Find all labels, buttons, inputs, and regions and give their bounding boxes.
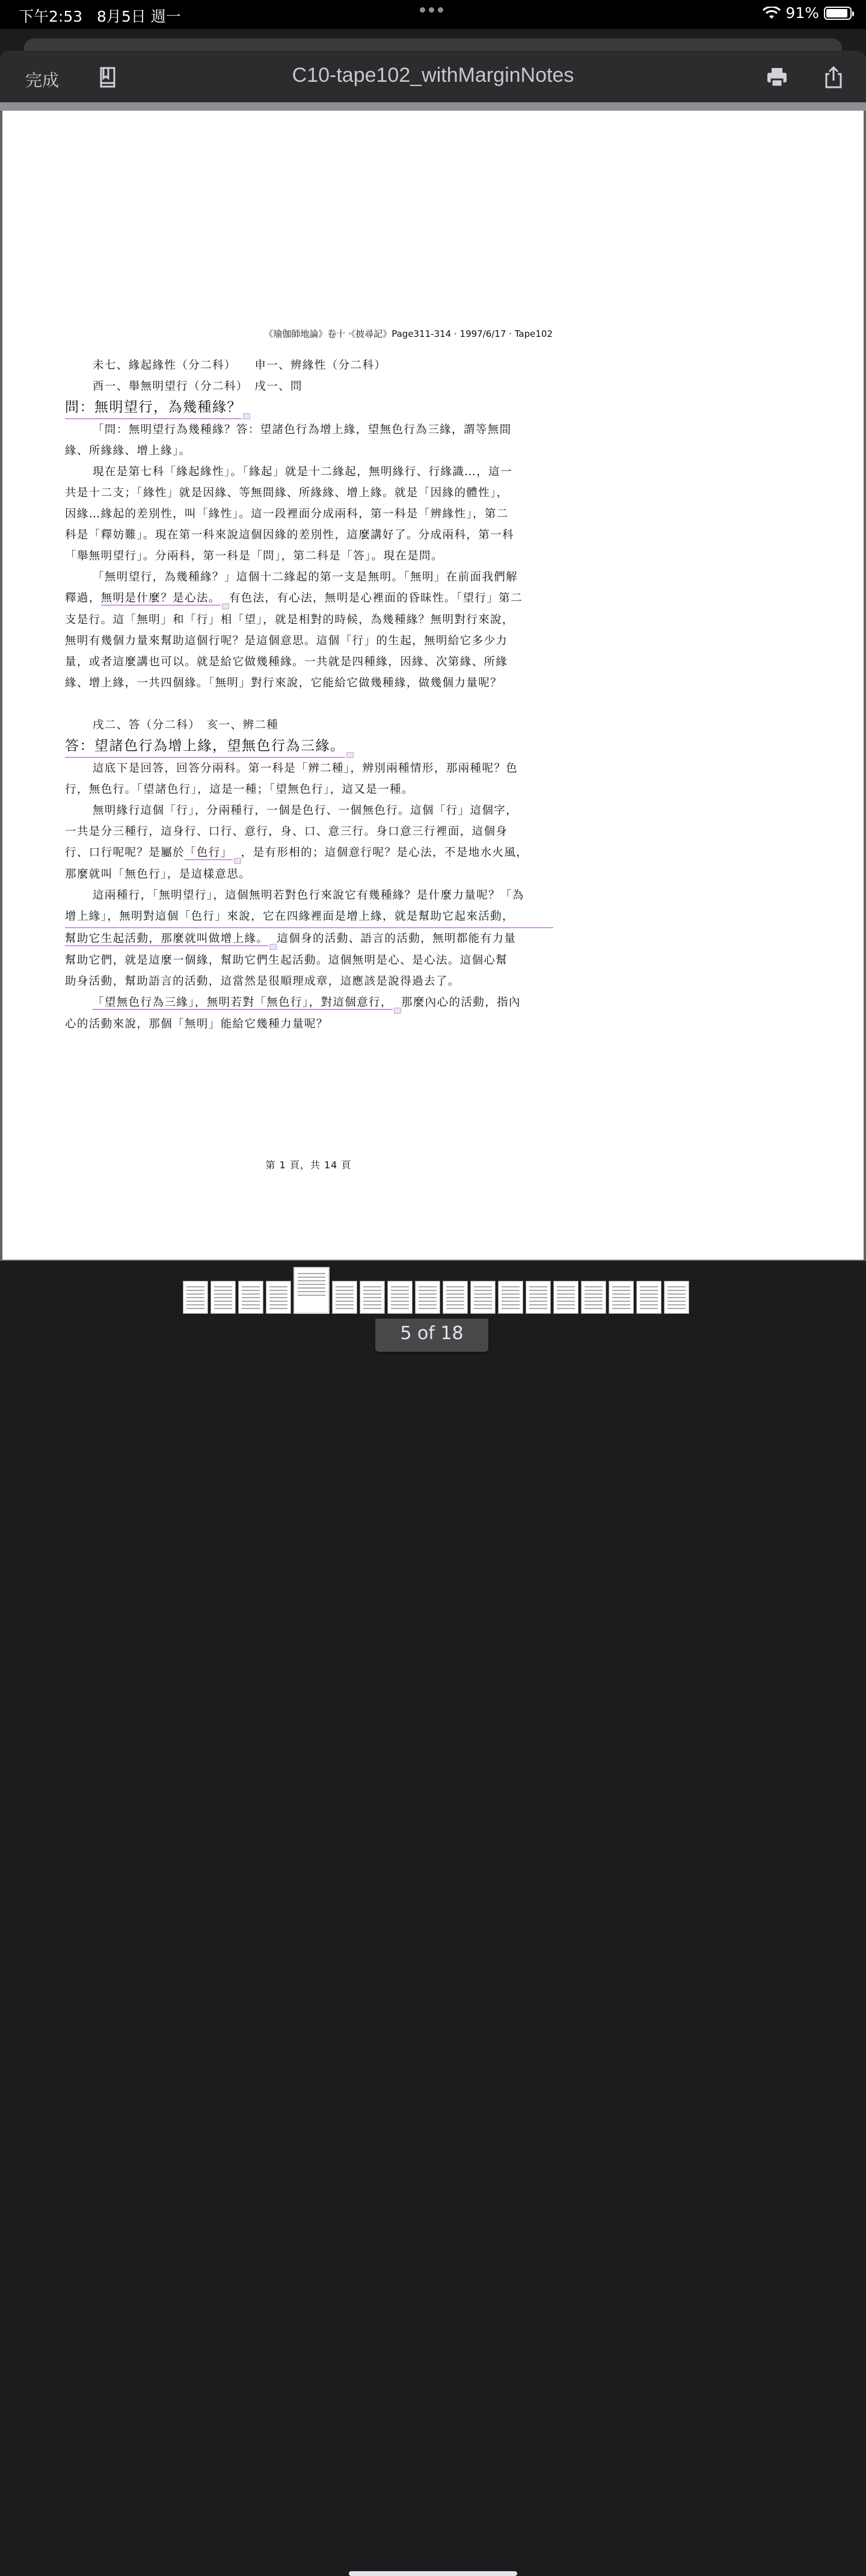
paragraph-line	[65, 928, 553, 950]
answer-heading: 答：望諸色行為增上緣，望無色行為三緣。	[65, 736, 345, 758]
page-header: 《瑜伽師地論》卷十 ·《披尋記》Page311-314 · 1997/6/17 · Tape102	[264, 328, 553, 339]
page-indicator: 5 of 18	[375, 1316, 488, 1352]
document-title: C10-tape102_withMarginNotes	[292, 64, 574, 87]
page-thumbnail[interactable]	[526, 1281, 551, 1314]
nav-separator	[0, 102, 866, 111]
page-thumbnail[interactable]	[210, 1281, 236, 1314]
page-thumbnail[interactable]	[266, 1281, 291, 1314]
paragraph-line	[65, 588, 553, 609]
paragraph-line	[65, 992, 553, 1014]
page-footer: 第 1 頁，共 14 頁	[265, 1159, 352, 1171]
text-segment: ，是有形相的；這個意行呢？是心法，不是地水火風，	[241, 846, 529, 859]
highlighted-text[interactable]: 無明是什麼？是心法。	[100, 592, 221, 605]
paragraph-line: 這兩種行，「無明望行」，這個無明若對色行來說它有幾種緣？是什麼力量呢？「為	[93, 889, 524, 902]
paragraph-line: 緣、增上緣，一共四個緣。「無明」對行來說，它能給它做幾種緣，做幾個力量呢？	[65, 677, 503, 689]
battery-fill	[826, 9, 847, 17]
status-date-text: 8月5日 週一	[96, 8, 181, 25]
paragraph-line: 行，無色行。「望諸色行」，這是一種；「望無色行」，這又是一種。	[65, 783, 414, 796]
section-heading: 酉一、舉無明望行（分二科） 戌一、問	[93, 380, 302, 393]
margin-note-icon[interactable]	[222, 603, 229, 609]
margin-note-icon[interactable]	[394, 1008, 401, 1014]
paragraph-line: 「無明望行，為幾種緣？」這個十二緣起的第一支是無明。「無明」在前面我們解	[93, 571, 518, 584]
text-segment: 那麼內心的活動，指內	[401, 996, 521, 1009]
thumbnail-strip[interactable]	[0, 1261, 866, 1319]
page-body	[65, 355, 553, 1035]
paragraph-line: 幫助它們，就是這麼一個緣，幫助它們生起活動。這個無明是心、是心法。這個心幫	[65, 954, 508, 967]
page-thumbnail[interactable]	[609, 1281, 634, 1314]
share-icon[interactable]	[821, 65, 846, 89]
page-thumbnail[interactable]	[581, 1281, 606, 1314]
status-right	[763, 4, 852, 22]
margin-note-icon[interactable]	[234, 858, 241, 864]
text-segment: 有色法，有心法，無明是心裡面的昏昧性。「望行」第二	[229, 592, 523, 605]
margin-note-icon[interactable]	[243, 413, 250, 419]
thumbnail-list[interactable]	[183, 1273, 689, 1314]
page-thumbnail[interactable]	[636, 1281, 662, 1314]
battery-percent: 91%	[785, 4, 819, 22]
paragraph-line: 這底下是回答，回答分兩科。第一科是「辨二種」，辨別兩種情形，那兩種呢？色	[93, 762, 518, 775]
home-indicator[interactable]	[349, 2571, 517, 2576]
page-thumbnail[interactable]	[470, 1281, 496, 1314]
page-thumbnail[interactable]	[664, 1281, 689, 1314]
status-time	[19, 5, 181, 26]
page-thumbnail[interactable]	[332, 1281, 357, 1314]
pdf-page[interactable]	[2, 111, 864, 1260]
highlighted-text[interactable]: 「望無色行為三緣」，無明若對「無色行」，對這個意行，	[93, 996, 393, 1009]
question-heading: 問：無明望行，為幾種緣？	[65, 397, 242, 419]
page-thumbnail[interactable]	[415, 1281, 440, 1314]
section-heading: 未七、緣起緣性（分二科） 申一、辨緣性（分二科）	[93, 359, 387, 372]
highlighted-text[interactable]: 幫助它生起活動，那麼就叫做增上緣。	[65, 932, 269, 945]
text-segment: 行、口行呢呢？是屬於	[65, 846, 185, 859]
page-thumbnail[interactable]	[553, 1281, 579, 1314]
paragraph-line: 無明有幾個力量來幫助這個行呢？是這個意思。這個「行」的生起，無明給它多少力	[65, 635, 508, 647]
paragraph-line: 一共是分三種行，這身行、口行、意行，身、口、意三行。身口意三行裡面，這個身	[65, 825, 508, 838]
paragraph-line: 因緣…緣起的差別性，叫「緣性」。這一段裡面分成兩科，第一科是「辨緣性」，第二	[65, 508, 509, 520]
paragraph-line: 助身活動，幫助語言的活動，這當然是很順理成章，這應該是說得過去了。	[65, 975, 460, 988]
text-segment: 釋過，	[65, 592, 101, 605]
multitasking-dots-icon[interactable]	[420, 7, 443, 13]
status-bar	[0, 0, 866, 29]
print-icon[interactable]	[765, 65, 789, 89]
paragraph-line: 現在是第七科「緣起緣性」。「緣起」就是十二緣起，無明緣行、行緣識…，這一	[93, 466, 512, 478]
nav-bar	[0, 51, 866, 102]
page-thumbnail[interactable]	[443, 1281, 468, 1314]
paragraph-line: 支是行。這「無明」和「行」相「望」，就是相對的時候，為幾種緣？無明對行來說，	[65, 614, 514, 626]
page-thumbnail[interactable]	[360, 1281, 385, 1314]
page-thumbnail[interactable]	[387, 1281, 413, 1314]
paragraph-line: 「問：無明望行為幾種緣？答：望諸色行為增上緣，望無色行為三緣，謂等無間	[93, 424, 512, 436]
battery-icon	[824, 7, 852, 20]
highlighted-line[interactable]: 增上緣」，無明對這個「色行」來說，它在四緣裡面是增上緣，就是幫助它起來活動，	[65, 906, 553, 928]
paragraph-line: 那麼就叫「無色行」，是這樣意思。	[65, 868, 251, 881]
status-time-text: 下午2:53	[19, 8, 83, 25]
done-button[interactable]: 完成	[25, 67, 59, 91]
page-thumbnail[interactable]	[293, 1267, 330, 1314]
margin-note-icon[interactable]	[269, 944, 277, 950]
paragraph-line: 量，或者這麼講也可以。就是給它做幾種緣。一共就是四種緣，因緣、次第緣、所緣	[65, 656, 508, 668]
paragraph-line	[65, 842, 553, 864]
wifi-icon	[763, 7, 781, 20]
paragraph-line: 共是十二支；「緣性」就是因緣、等無間緣、所緣緣、增上緣。就是「因緣的體性」，	[65, 487, 509, 499]
page-thumbnail[interactable]	[183, 1281, 208, 1314]
page-thumbnail[interactable]	[238, 1281, 263, 1314]
section-heading: 戌二、答（分二科） 亥一、辨二種	[93, 719, 279, 732]
text-segment: 這個身的活動、語言的活動，無明都能有力量	[277, 932, 517, 945]
page-thumbnail[interactable]	[498, 1281, 523, 1314]
highlighted-text[interactable]: 「色行」	[185, 846, 233, 859]
paragraph-line: 「舉無明望行」。分兩科，第一科是「問」，第二科是「答」。現在是問。	[65, 550, 443, 562]
paragraph-line: 心的活動來說，那個「無明」能給它幾種力量呢？	[65, 1018, 328, 1031]
margin-note-icon[interactable]	[346, 752, 354, 758]
paragraph-line: 科是「釋妨難」。現在第一科來說這個因緣的差別性，這麼講好了。分成兩科，第一科	[65, 529, 514, 541]
paragraph-line: 無明緣行這個「行」，分兩種行，一個是色行、一個無色行。這個「行」這個字，	[93, 804, 518, 817]
pdf-viewer[interactable]	[0, 111, 866, 1344]
paragraph-line: 緣、所緣緣、增上緣」。	[65, 445, 191, 457]
